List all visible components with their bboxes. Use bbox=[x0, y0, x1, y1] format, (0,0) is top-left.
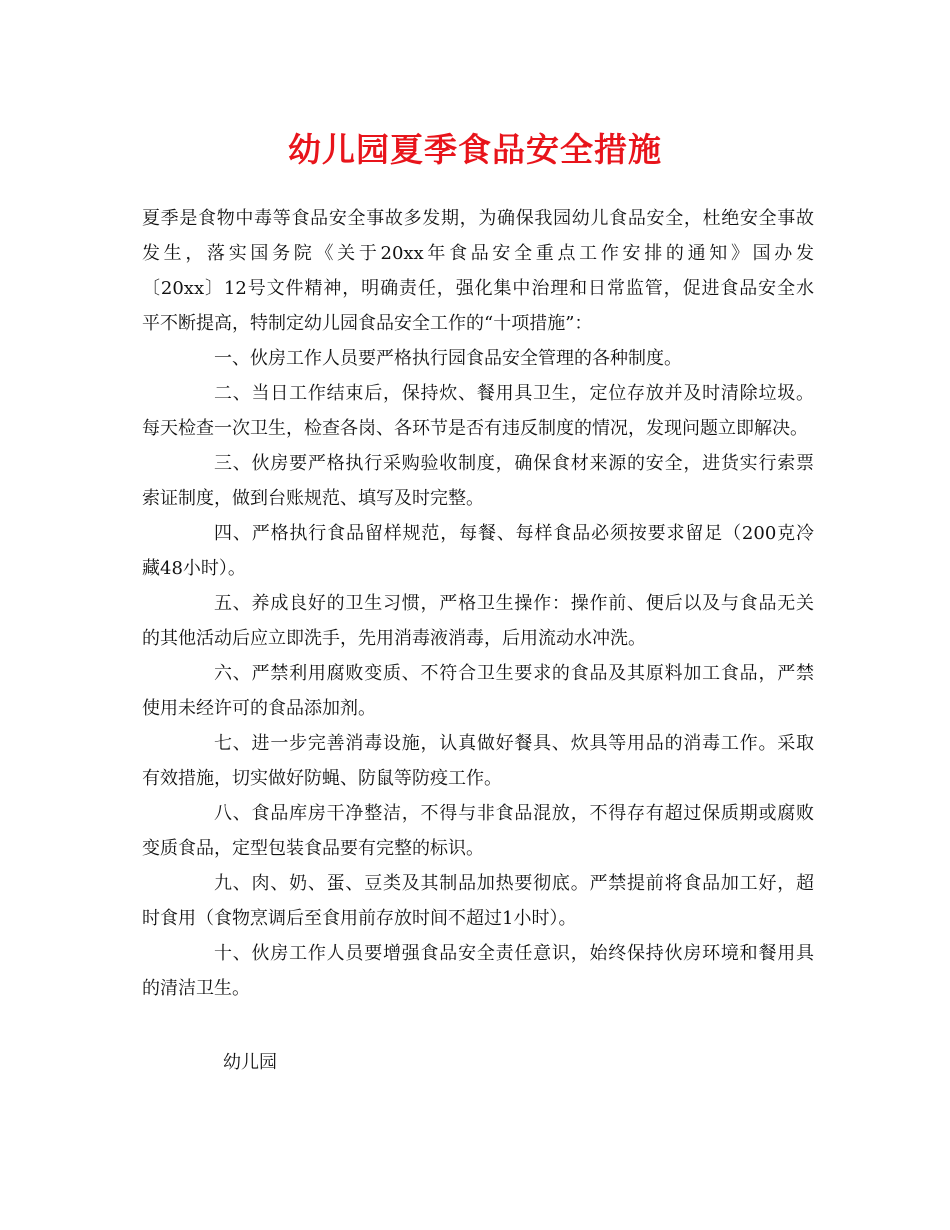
measure-line: 时食用（食物烹调后至食用前存放时间不超过1小时）。 bbox=[142, 908, 577, 929]
measure-line: 藏48小时）。 bbox=[142, 558, 246, 579]
intro-line: 夏季是食物中毒等食品安全事故多发期，为确保我园幼儿食品安全，杜绝安全事故 bbox=[142, 208, 814, 229]
measure-line: 变质食品，定型包装食品要有完整的标识。 bbox=[142, 838, 484, 859]
measure-line: 有效措施，切实做好防蝇、防鼠等防疫工作。 bbox=[142, 768, 502, 789]
measure-9 bbox=[142, 866, 814, 936]
measure-line: 五、养成良好的卫生习惯，严格卫生操作：操作前、便后以及与食品无关 bbox=[214, 593, 814, 614]
measure-line: 一、伙房工作人员要严格执行园食品安全管理的各种制度。 bbox=[214, 348, 682, 369]
document-body bbox=[142, 201, 814, 1006]
measure-line: 的其他活动后应立即洗手，先用消毒液消毒，后用流动水冲洗。 bbox=[142, 628, 646, 649]
measure-line: 每天检查一次卫生，检查各岗、各环节是否有违反制度的情况，发现问题立即解决。 bbox=[142, 418, 808, 439]
measure-5 bbox=[142, 586, 814, 656]
measure-7 bbox=[142, 726, 814, 796]
measure-10 bbox=[142, 936, 814, 1006]
measure-line: 四、严格执行食品留样规范，每餐、每样食品必须按要求留足（200克冷 bbox=[214, 523, 814, 544]
intro-line: 平不断提高，特制定幼儿园食品安全工作的“十项措施”： bbox=[142, 313, 593, 334]
measure-line: 八、食品库房干净整洁，不得与非食品混放，不得存有超过保质期或腐败 bbox=[214, 803, 814, 824]
intro-line: 发生，落实国务院《关于20xx年食品安全重点工作安排的通知》国办发 bbox=[142, 243, 814, 264]
signature: 幼儿园 bbox=[223, 1052, 277, 1073]
measure-line: 三、伙房要严格执行采购验收制度，确保食材来源的安全，进货实行索票 bbox=[214, 453, 814, 474]
measure-line: 二、当日工作结束后，保持炊、餐用具卫生，定位存放并及时清除垃圾。 bbox=[214, 383, 814, 404]
measure-line: 十、伙房工作人员要增强食品安全责任意识，始终保持伙房环境和餐用具 bbox=[214, 943, 814, 964]
measure-8 bbox=[142, 796, 814, 866]
measure-line: 的清洁卫生。 bbox=[142, 978, 250, 999]
measure-line: 使用未经许可的食品添加剂。 bbox=[142, 698, 376, 719]
measure-1 bbox=[142, 341, 814, 376]
intro-line: 〔20xx〕12号文件精神，明确责任，强化集中治理和日常监管，促进食品安全水 bbox=[142, 278, 814, 299]
document-title: 幼儿园夏季食品安全措施 bbox=[288, 130, 662, 169]
measure-line: 索证制度，做到台账规范、填写及时完整。 bbox=[142, 488, 484, 509]
intro-paragraph bbox=[142, 201, 814, 341]
measure-line: 七、进一步完善消毒设施，认真做好餐具、炊具等用品的消毒工作。采取 bbox=[214, 733, 814, 754]
measure-line: 六、严禁利用腐败变质、不符合卫生要求的食品及其原料加工食品，严禁 bbox=[214, 663, 814, 684]
measure-4 bbox=[142, 516, 814, 586]
measure-line: 九、肉、奶、蛋、豆类及其制品加热要彻底。严禁提前将食品加工好，超 bbox=[214, 873, 814, 894]
measure-3 bbox=[142, 446, 814, 516]
measure-6 bbox=[142, 656, 814, 726]
measure-2 bbox=[142, 376, 814, 446]
